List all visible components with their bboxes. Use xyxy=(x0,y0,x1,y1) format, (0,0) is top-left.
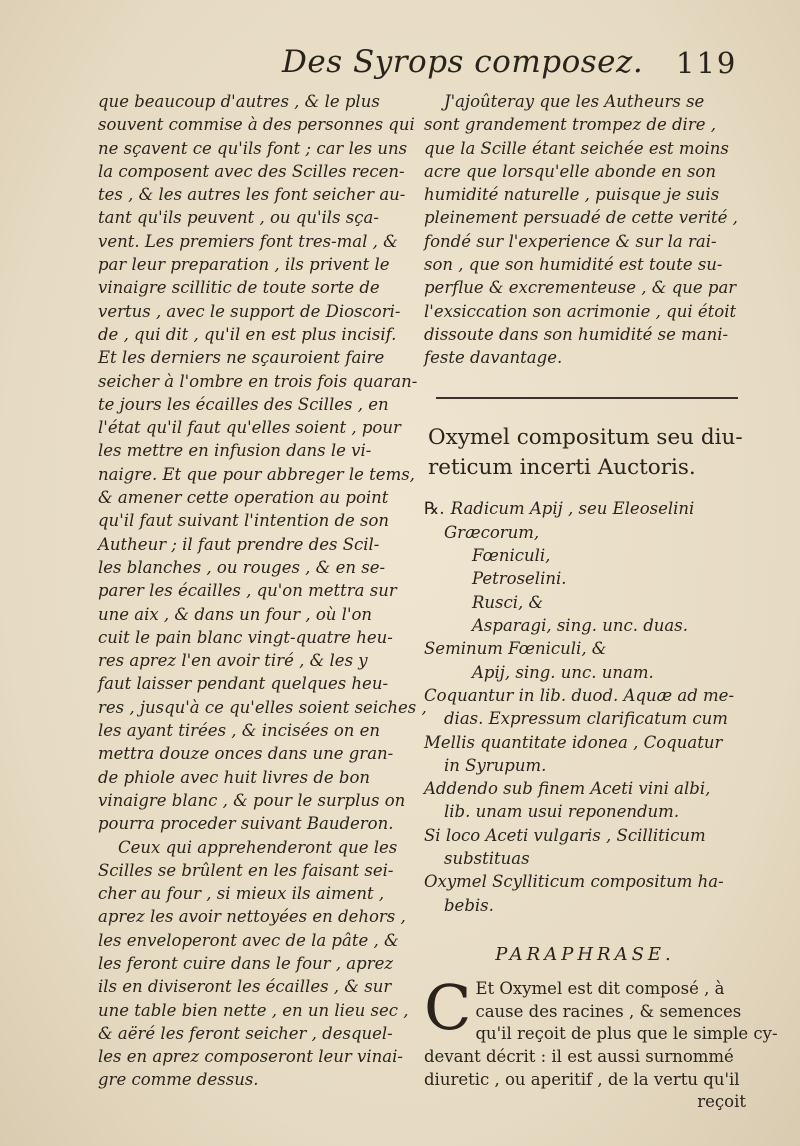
text-line: Ceux qui apprehenderont que les xyxy=(118,837,398,857)
recipe-line-text: Fœniculi, xyxy=(472,546,551,566)
recipe-line xyxy=(424,894,746,917)
text-line: pleinement persuadé de cette verité , xyxy=(424,208,738,228)
recipe-line xyxy=(424,497,746,521)
recipe-title-line: Oxymel compositum seu diu- xyxy=(428,424,743,450)
text-line: aprez les avoir nettoyées en dehors , xyxy=(98,907,406,927)
recipe-line-text: Apij, sing. unc. unam. xyxy=(472,662,654,682)
text-line: naigre. Et que pour abbreger le tems, xyxy=(98,464,415,484)
text-line: vinaigre blanc , & pour le surplus on xyxy=(98,790,406,810)
recipe-line-text: Græcorum, xyxy=(444,522,540,542)
text-line: que la Scille étant seichée est moins xyxy=(424,138,729,158)
recipe-line-text: Petroselini. xyxy=(472,569,567,589)
text-line: souvent commise à des personnes qui xyxy=(98,115,415,135)
text-line: perflue & excrementeuse , & que par xyxy=(424,278,737,298)
recipe-line xyxy=(424,591,746,614)
text-line: les mettre en infusion dans le vi- xyxy=(98,441,372,461)
recipe-line xyxy=(424,544,746,567)
recipe-line-text: lib. unam usui reponendum. xyxy=(444,802,680,822)
recipe-line-text: Si loco Aceti vulgaris , Scilliticum xyxy=(424,825,706,845)
recipe-title xyxy=(424,423,746,483)
text-line: de , qui dit , qu'il en est plus incisif. xyxy=(98,324,397,344)
text-line: vertus , avec le support de Dioscori- xyxy=(98,301,401,321)
page-number: 119 xyxy=(676,46,738,80)
text-line: mettra douze onces dans une gran- xyxy=(98,744,394,764)
text-line: Scilles se brûlent en les faisant sei- xyxy=(98,860,394,880)
recipe-line xyxy=(424,661,746,684)
text-line: vent. Les premiers font tres-mal , & xyxy=(98,231,398,251)
text-line: de phiole avec huit livres de bon xyxy=(98,767,371,787)
text-line: dissoute dans son humidité se mani- xyxy=(424,324,729,344)
recipe-line xyxy=(424,707,746,730)
text-line: acre que lorsqu'elle abonde en son xyxy=(424,161,716,181)
text-line: pourra proceder suivant Bauderon. xyxy=(98,814,394,834)
paraphrase-heading: PARAPHRASE. xyxy=(495,943,675,965)
paraphrase-line: Et Oxymel est dit composé , à xyxy=(475,979,725,999)
recipe-line-text: Addendo sub finem Aceti vini albi, xyxy=(424,779,711,799)
paraphrase-line: qu'il reçoit de plus que le simple cy- xyxy=(475,1024,778,1044)
text-line: tant qu'ils peuvent , ou qu'ils sça- xyxy=(98,208,379,228)
intro-paragraph xyxy=(424,90,746,370)
recipe-line xyxy=(424,777,746,800)
recipe-line xyxy=(424,731,746,754)
text-line: fondé sur l'experience & sur la rai- xyxy=(424,231,717,251)
text-line: ils en diviseront les écailles , & sur xyxy=(98,977,392,997)
text-line: les enveloperont avec de la pâte , & xyxy=(98,930,399,950)
text-line: res aprez l'en avoir tiré , & les y xyxy=(98,651,368,671)
text-line: res , jusqu'à ce qu'elles soient seiches , xyxy=(98,697,427,717)
text-line: J'ajoûteray que les Autheurs se xyxy=(444,92,705,111)
text-line: l'état qu'il faut qu'elles soient , pour xyxy=(98,418,401,438)
recipe-symbol: ℞. xyxy=(424,498,445,519)
text-line: la composent avec des Scilles recen- xyxy=(98,161,405,181)
text-line: gre comme dessus. xyxy=(98,1070,259,1090)
recipe-line xyxy=(424,614,746,637)
text-line: faut laisser pendant quelques heu- xyxy=(98,674,389,694)
text-line: seicher à l'ombre en trois fois quaran- xyxy=(98,371,418,391)
recipe-line-text: Seminum Fœniculi, & xyxy=(424,639,607,659)
recipe-line-text: in Syrupum. xyxy=(444,755,547,775)
recipe-line-text: Asparagi, sing. unc. duas. xyxy=(472,616,688,636)
recipe-line-text: dias. Expressum clarificatum cum xyxy=(444,709,728,729)
recipe-line xyxy=(424,684,746,707)
text-line: les ayant tirées , & incisées on en xyxy=(98,721,381,741)
text-line: qu'il faut suivant l'intention de son xyxy=(98,511,390,531)
text-line: ne sçavent ce qu'ils font ; car les uns xyxy=(98,138,408,158)
text-line: Et les derniers ne sçauroient faire xyxy=(98,348,385,368)
text-line: feste davantage. xyxy=(424,348,563,368)
text-line: humidité naturelle , puisque je suis xyxy=(424,185,720,205)
recipe-line-text: Coquantur in lib. duod. Aquæ ad me- xyxy=(424,685,735,705)
text-line: l'exsiccation son acrimonie , qui étoit xyxy=(424,301,737,321)
recipe-line-text: bebis. xyxy=(444,895,494,915)
recipe-line xyxy=(424,870,746,893)
text-line: cuit le pain blanc vingt-quatre heu- xyxy=(98,627,393,647)
text-line: les blanches , ou rouges , & en se- xyxy=(98,557,386,577)
recipe-line-text: substituas xyxy=(444,849,530,869)
text-line: & aëré les feront seicher , desquel- xyxy=(98,1023,393,1043)
left-column xyxy=(98,90,427,1092)
text-line: les feront cuire dans le four , aprez xyxy=(98,953,394,973)
paraphrase-line: reçoit xyxy=(697,1092,746,1112)
recipe-line-text: Radicum Apij , seu Eleoselini xyxy=(450,498,695,518)
running-head xyxy=(0,40,800,86)
paraphrase-body xyxy=(424,971,778,1114)
recipe-body xyxy=(424,497,746,917)
text-line: parer les écailles , qu'on mettra sur xyxy=(98,581,397,601)
text-line: par leur preparation , ils privent le xyxy=(98,255,390,275)
recipe-line-text: Rusci, & xyxy=(472,592,544,612)
recipe-line xyxy=(424,800,746,823)
text-line: tes , & les autres les font seicher au- xyxy=(98,185,406,205)
recipe-line xyxy=(424,567,746,590)
text-line: vinaigre scillitic de toute sorte de xyxy=(98,278,380,298)
recipe-line-text: Oxymel Scylliticum compositum ha- xyxy=(424,872,724,892)
recipe-line xyxy=(424,754,746,777)
text-line: que beaucoup d'autres , & le plus xyxy=(98,92,380,111)
recipe-line xyxy=(424,637,746,660)
right-column xyxy=(424,90,778,1114)
recipe-line xyxy=(424,521,746,544)
recipe-title-line: reticum incerti Auctoris. xyxy=(428,454,696,480)
drop-cap: C xyxy=(424,971,472,1045)
text-line: & amener cette operation au point xyxy=(98,488,389,508)
text-line: te jours les écailles des Scilles , en xyxy=(98,394,389,414)
text-line: Autheur ; il faut prendre des Scil- xyxy=(98,534,380,554)
recipe-line-text: Mellis quantitate idonea , Coquatur xyxy=(424,732,723,752)
paraphrase-line: devant décrit : il est aussi surnommé xyxy=(424,1046,734,1066)
running-title: Des Syrops composez. xyxy=(282,44,644,80)
recipe-line xyxy=(424,824,746,847)
text-line: les en aprez composeront leur vinai- xyxy=(98,1047,403,1067)
text-line: une aix , & dans un four , où l'on xyxy=(98,604,373,624)
recipe-line xyxy=(424,847,746,870)
section-divider xyxy=(436,397,738,399)
text-line: cher au four , si mieux ils aiment , xyxy=(98,884,385,904)
text-line: sont grandement trompez de dire , xyxy=(424,115,716,135)
text-line: son , que son humidité est toute su- xyxy=(424,255,723,275)
text-line: une table bien nette , en un lieu sec , xyxy=(98,1000,409,1020)
paraphrase-line: cause des racines , & semences xyxy=(475,1001,742,1021)
paraphrase-line: diuretic , ou aperitif , de la vertu qu'il xyxy=(424,1069,740,1089)
